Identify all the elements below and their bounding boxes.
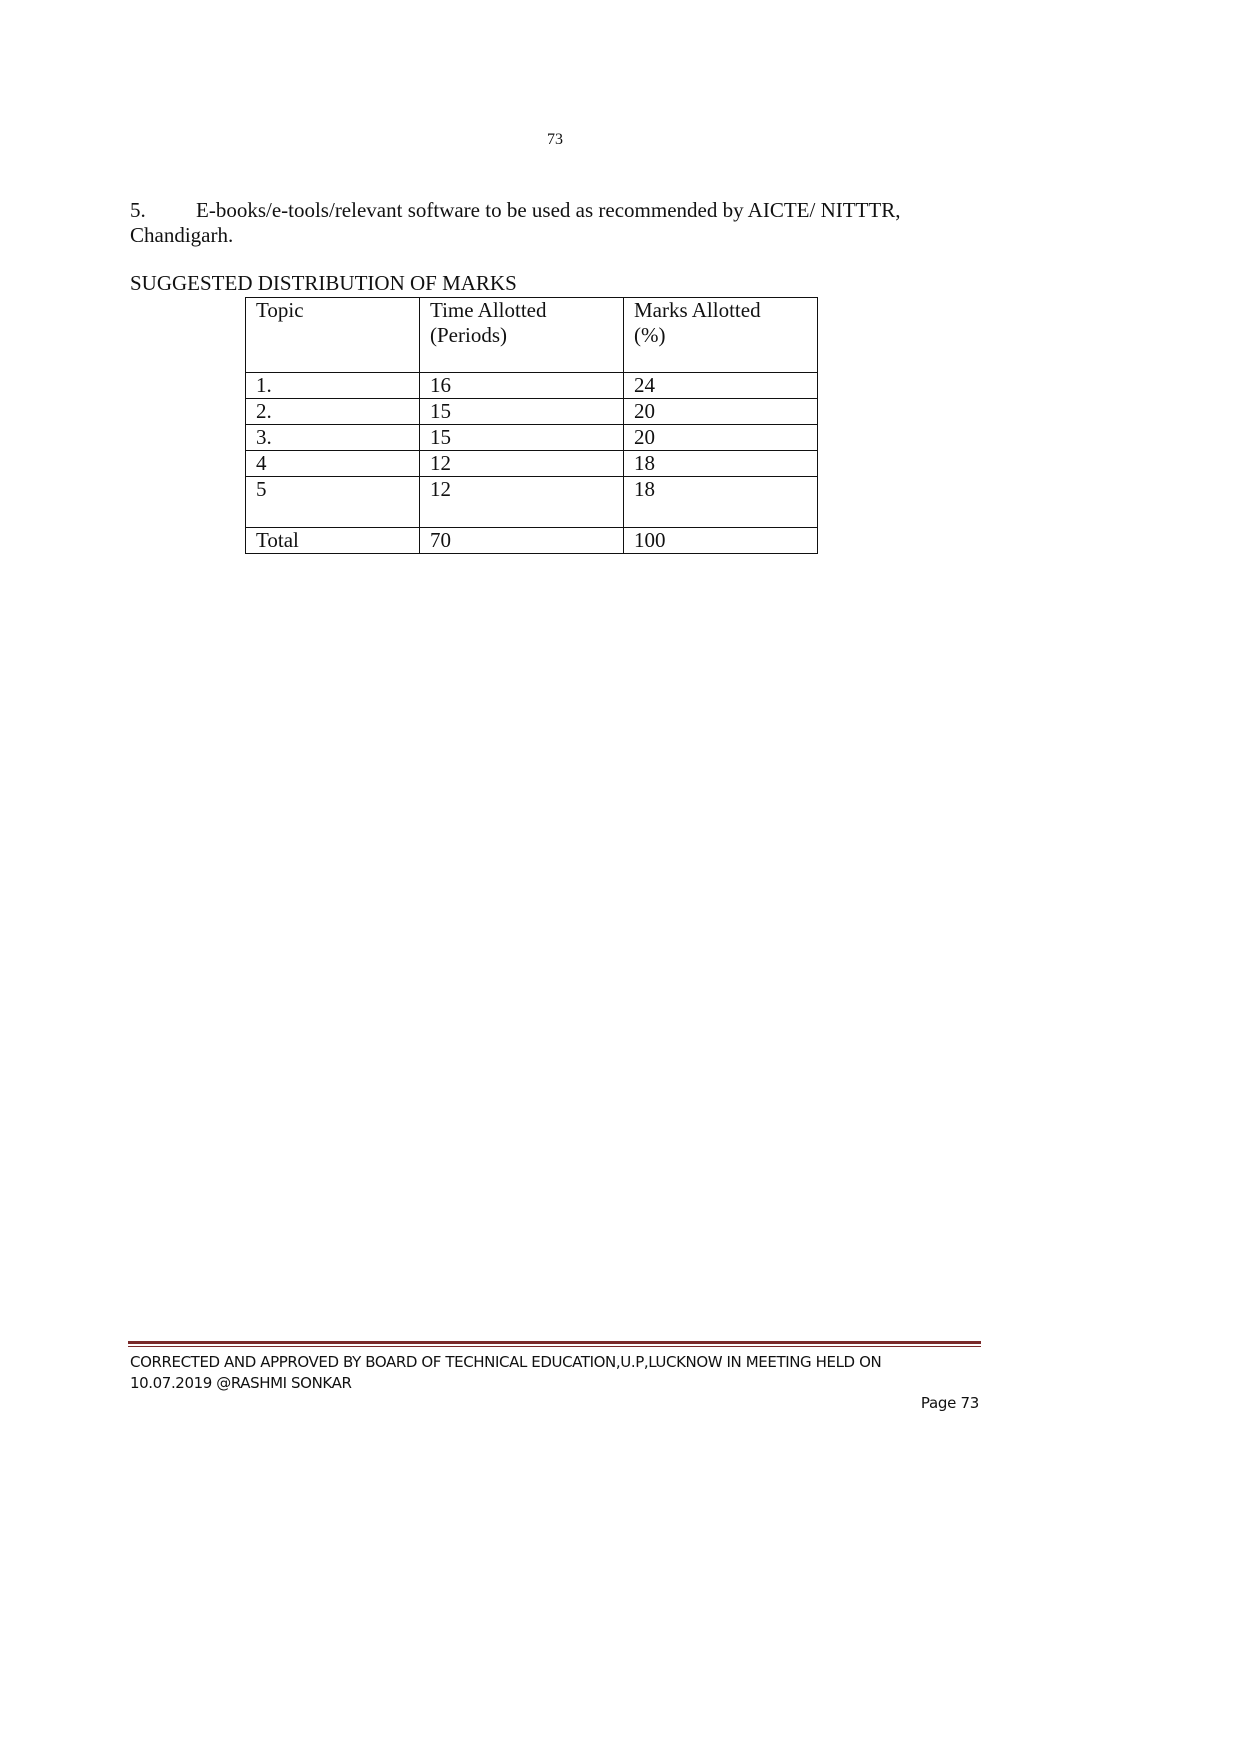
header-marks-line1: Marks Allotted	[634, 298, 761, 322]
table-row	[246, 399, 818, 425]
cell-marks: 20	[624, 425, 818, 451]
table-row	[246, 451, 818, 477]
table-header-row	[246, 298, 818, 373]
cell-marks: 20	[624, 399, 818, 425]
header-time-allotted	[420, 298, 624, 373]
cell-total-marks: 100	[624, 528, 818, 554]
header-time-line1: Time Allotted	[430, 298, 547, 322]
cell-time: 12	[420, 451, 624, 477]
list-item-5	[130, 198, 900, 223]
cell-topic: 2.	[246, 399, 420, 425]
footer-line1: CORRECTED AND APPROVED BY BOARD OF TECHNICAL EDUCATION,U.P,LUCKNOW IN MEETING HELD ON	[130, 1353, 882, 1371]
list-item-continuation: Chandigarh.	[130, 223, 234, 247]
cell-time: 15	[420, 399, 624, 425]
cell-time: 16	[420, 373, 624, 399]
header-marks-line2: (%)	[634, 323, 666, 347]
footer-rule-thin	[128, 1346, 981, 1347]
footer-text	[130, 1352, 881, 1394]
section-title: SUGGESTED DISTRIBUTION OF MARKS	[130, 271, 517, 295]
footer-page-number: Page 73	[920, 1394, 979, 1412]
table-total-row	[246, 528, 818, 554]
list-item-number: 5.	[130, 198, 146, 222]
cell-total-label: Total	[246, 528, 420, 554]
cell-time: 12	[420, 477, 624, 528]
cell-total-time: 70	[420, 528, 624, 554]
footer-line2: 10.07.2019 @RASHMI SONKAR	[130, 1374, 352, 1392]
cell-marks: 18	[624, 477, 818, 528]
cell-marks: 24	[624, 373, 818, 399]
cell-marks: 18	[624, 451, 818, 477]
cell-topic: 5	[246, 477, 420, 528]
cell-topic: 3.	[246, 425, 420, 451]
table-row	[246, 425, 818, 451]
page-number-top: 73	[547, 131, 563, 148]
cell-time: 15	[420, 425, 624, 451]
marks-distribution-table	[245, 297, 818, 554]
cell-topic: 1.	[246, 373, 420, 399]
footer-rule	[128, 1341, 981, 1344]
cell-topic: 4	[246, 451, 420, 477]
list-item-text: E-books/e-tools/relevant software to be used as recommended by AICTE/ NITTTR,	[196, 198, 901, 222]
table-row	[246, 477, 818, 528]
header-time-line2: (Periods)	[430, 323, 507, 347]
header-marks-allotted	[624, 298, 818, 373]
table-row	[246, 373, 818, 399]
header-topic: Topic	[246, 298, 420, 373]
